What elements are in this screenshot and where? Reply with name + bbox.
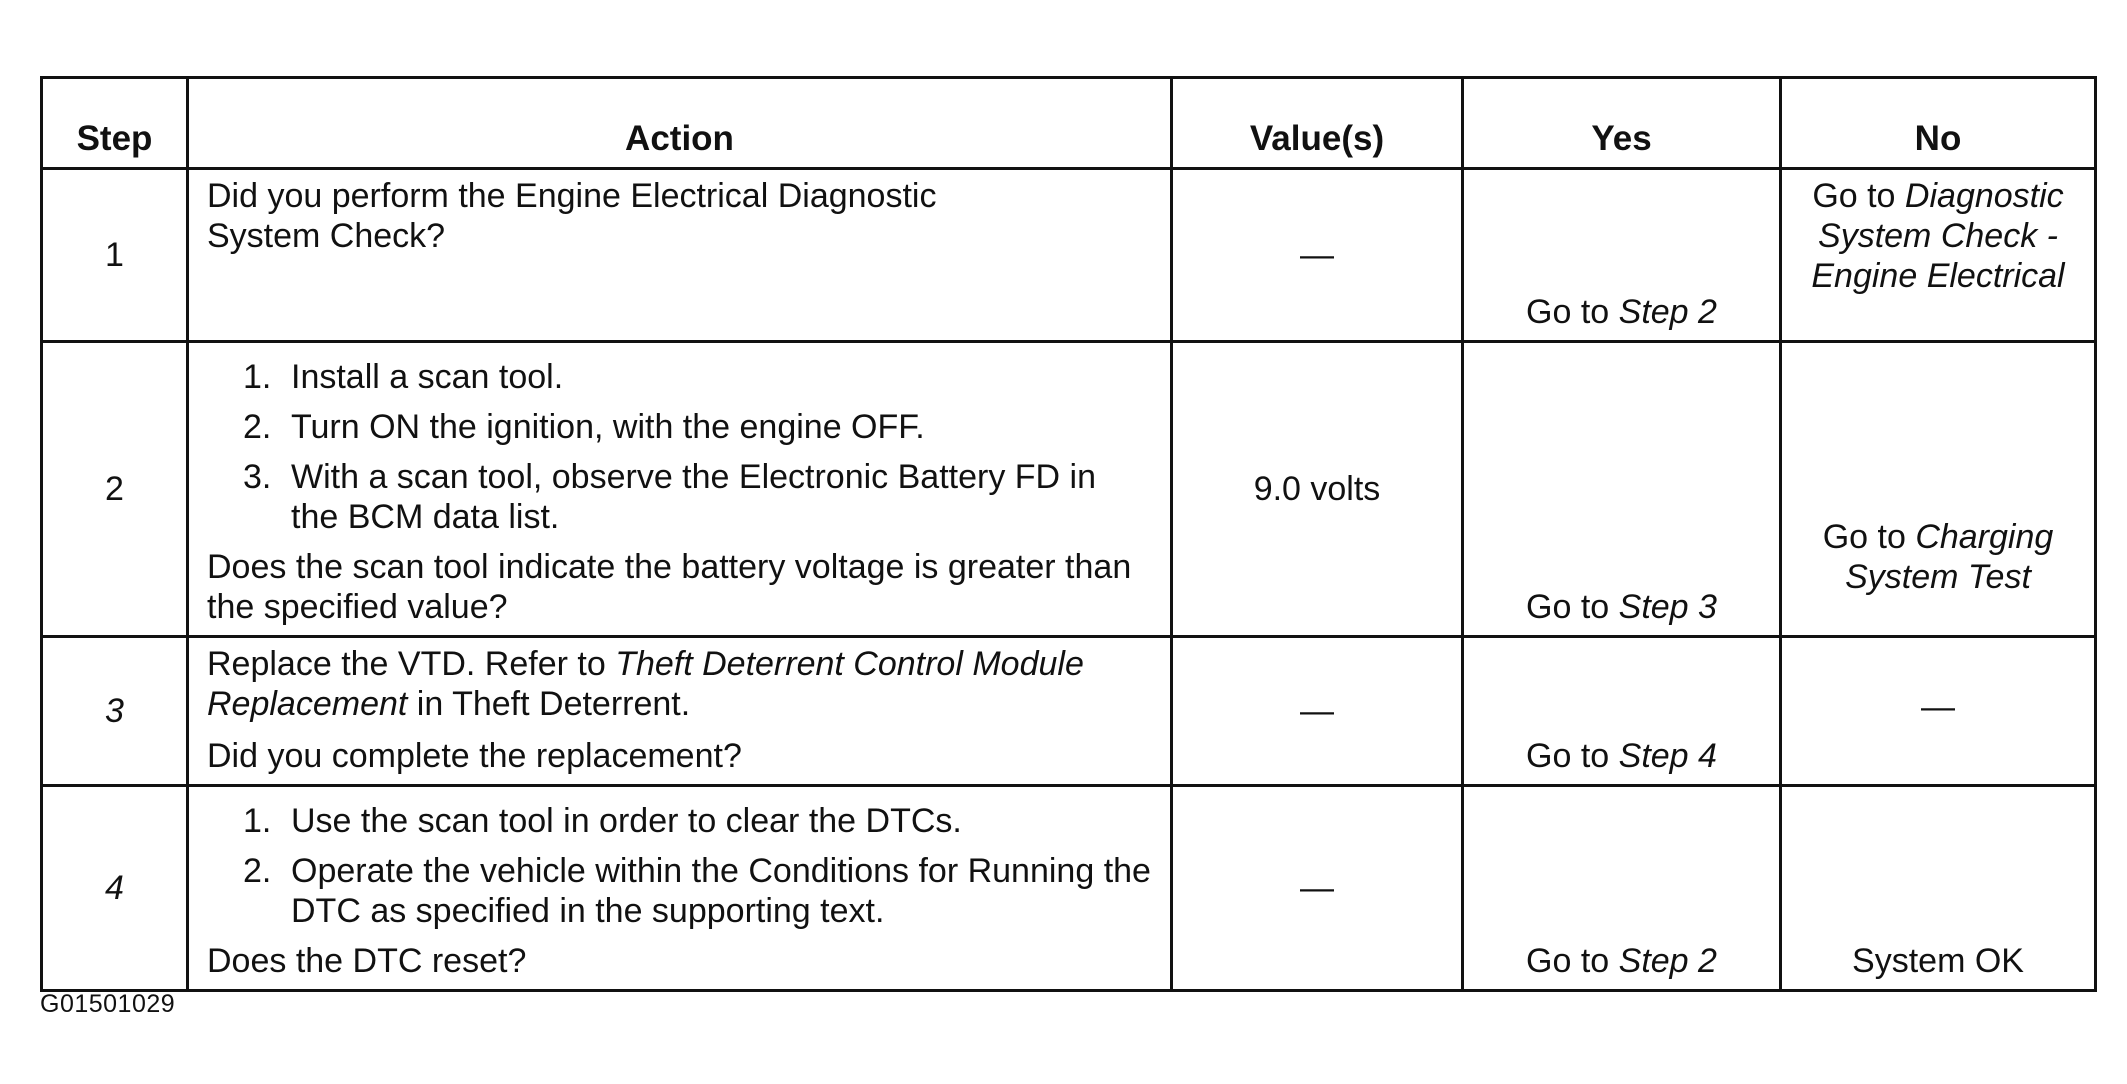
yes-step-ref: Step 3 (1618, 588, 1717, 626)
action-cell (188, 169, 1172, 342)
no-cell: — (1781, 637, 2096, 786)
list-item-number: 1. (243, 802, 272, 840)
list-item (243, 407, 1156, 447)
action-ref: Theft Deterrent Control Module Replacement (207, 645, 1084, 723)
yes-cell (1463, 637, 1781, 786)
no-cell: System OK (1781, 786, 2096, 991)
question-text: Does the scan tool indicate the battery voltage is greater than the specified value? (207, 548, 1132, 626)
yes-step-ref: Step 4 (1618, 737, 1717, 775)
list-item (243, 851, 1156, 931)
yes-step-ref: Step 2 (1618, 942, 1717, 980)
no-prefix: Go to (1822, 518, 1916, 556)
no-ref: Charging System Test (1845, 518, 2054, 596)
step-number (42, 637, 188, 786)
yes-prefix: Go to (1526, 588, 1619, 626)
question-text: Did you complete the replacement? (207, 737, 742, 775)
value-cell: — (1172, 786, 1463, 991)
step-number: 1 (42, 169, 188, 342)
action-text: Did you perform the Engine Electrical Diagnostic System Check? (207, 177, 937, 255)
table-row (42, 786, 2096, 991)
list-item-text: With a scan tool, observe the Electronic Battery FD in the BCM data list. (291, 458, 1097, 536)
value-cell: — (1172, 637, 1463, 786)
header-values: Value(s) (1172, 78, 1463, 169)
yes-cell (1463, 786, 1781, 991)
yes-cell (1463, 169, 1781, 342)
figure-id: G01501029 (40, 990, 176, 1018)
no-cell (1781, 342, 2096, 637)
table-row (42, 342, 2096, 637)
yes-prefix: Go to (1526, 942, 1619, 980)
action-cell (188, 342, 1172, 637)
step-number-text: 4 (105, 869, 124, 907)
question-text: Does the DTC reset? (207, 942, 527, 980)
no-prefix: Go to (1812, 177, 1905, 215)
action-cell (188, 786, 1172, 991)
list-item-number: 3. (243, 458, 272, 496)
yes-step-ref: Step 2 (1618, 293, 1717, 331)
header-no: No (1781, 78, 2096, 169)
list-item-text: Install a scan tool. (291, 358, 564, 396)
header-step: Step (42, 78, 188, 169)
value-cell: 9.0 volts (1172, 342, 1463, 637)
value-cell: — (1172, 169, 1463, 342)
step-number (42, 786, 188, 991)
list-item (243, 801, 1156, 841)
list-item (243, 457, 1156, 537)
list-item-text: Operate the vehicle within the Conditions for Running the DTC as specified in the supporting text. (291, 852, 1151, 930)
diagnostic-table (40, 76, 2097, 992)
step-number: 2 (42, 342, 188, 637)
action-cell (188, 637, 1172, 786)
yes-cell (1463, 342, 1781, 637)
list-item-text: Use the scan tool in order to clear the DTCs. (291, 802, 962, 840)
action-text (207, 644, 1156, 724)
action-post: in Theft Deterrent. (407, 685, 691, 723)
no-cell (1781, 169, 2096, 342)
list-item-text: Turn ON the ignition, with the engine OFF. (291, 408, 925, 446)
yes-prefix: Go to (1526, 737, 1619, 775)
list-item (243, 357, 1156, 397)
list-item-number: 1. (243, 358, 272, 396)
step-number-text: 3 (105, 692, 124, 730)
list-item-number: 2. (243, 408, 272, 446)
table-row (42, 637, 2096, 786)
yes-prefix: Go to (1526, 293, 1619, 331)
header-row (42, 78, 2096, 169)
header-action: Action (188, 78, 1172, 169)
list-item-number: 2. (243, 852, 272, 890)
table-row (42, 169, 2096, 342)
action-pre: Replace the VTD. Refer to (207, 645, 616, 683)
header-yes: Yes (1463, 78, 1781, 169)
no-ref: Diagnostic System Check - Engine Electrical (1811, 177, 2065, 295)
